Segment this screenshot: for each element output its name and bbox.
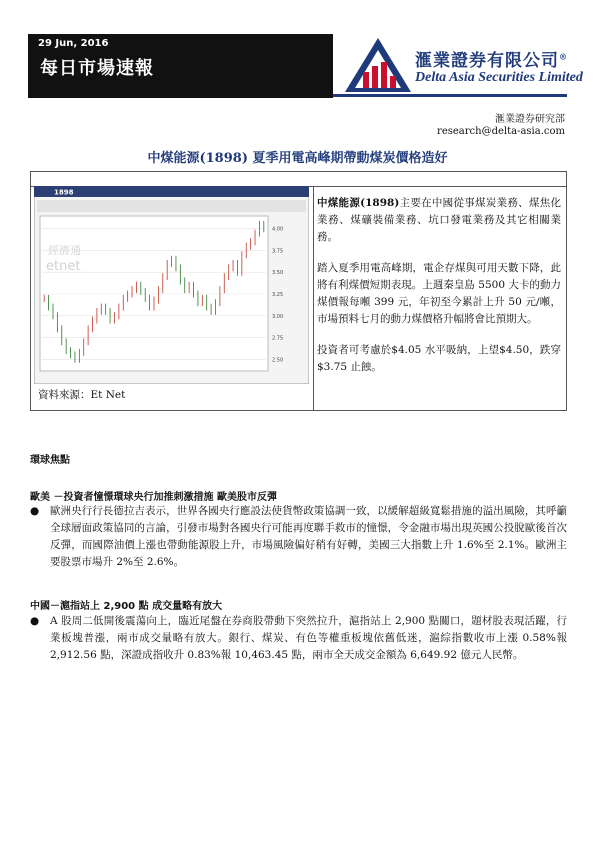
- y-tick-label: 3.50: [272, 270, 284, 277]
- china-heading: 中國－滬指站上 2,900 點 成交量略有放大: [30, 601, 223, 612]
- y-tick-label: 3.75: [272, 248, 284, 255]
- bullet-icon: ●: [30, 505, 40, 517]
- chart-info-bar: [37, 200, 306, 212]
- frame-divider-vertical: [313, 186, 314, 410]
- company-name-cn: 滙業證券有限公司®: [415, 51, 568, 71]
- watermark-en: etnet: [46, 259, 81, 274]
- research-dept: 滙業證券研究部: [495, 114, 565, 125]
- watermark-cn: 經濟通: [48, 244, 81, 257]
- stock-description: [317, 195, 561, 390]
- eu-us-bullet: [30, 503, 567, 571]
- plot-area: [40, 216, 268, 371]
- report-title: 每日市場速報: [40, 58, 154, 79]
- logo-underline: [333, 94, 567, 97]
- price-chart: [34, 186, 309, 384]
- stock-headline: 中煤能源(1898) 夏季用電高峰期帶動煤炭價格造好: [147, 151, 448, 166]
- y-tick-label: 3.25: [272, 292, 284, 298]
- company-logo: [333, 34, 583, 98]
- price-chart-svg: [34, 186, 309, 384]
- registered-mark: ®: [559, 51, 568, 62]
- recommendation-paragraph: 投資者可考慮於$4.05 水平吸納，上望$4.50，跌穿$3.75 止蝕。: [317, 344, 561, 373]
- market-paragraph: 踏入夏季用電高峰期，電企存煤與可用天數下降，此將有利煤價短期表現。上週秦皇島 5500 大卡的動力煤價報每噸 399 元，年初至今累計上升 50 元/噸，市場預料七月的動力煤價格升幅將會比預期大。: [317, 262, 561, 325]
- chart-code-label: 1898: [54, 188, 74, 197]
- company-profile-paragraph: 中煤能源(1898)主要在中國從事煤炭業務、煤焦化業務、煤礦裝備業務、坑口發電業務及其它相關業務。: [317, 197, 561, 243]
- china-text: A 股周二低開後震蕩向上，臨近尾盤在券商股帶動下突然拉升，滬指站上 2,900 點關口，題材股表現活躍，行業板塊普漲，兩市成交量略有放大。銀行、煤炭、有色等權重板塊依舊低迷，滬綜指數收市上漲 0.58%報 2,912.56 點，深證成指收升 0.83%報 10,463.45 點，兩市全天成交金額為 6,649.92 億元人民幣。: [50, 615, 567, 661]
- company-name-en: Delta Asia Securities Limited: [415, 70, 583, 85]
- y-tick-label: 4.00: [272, 226, 284, 233]
- contact-block: [437, 114, 565, 138]
- global-focus-heading: 環球焦點: [30, 455, 70, 466]
- stock-name-bold: 中煤能源(1898): [317, 197, 400, 209]
- eu-us-text: 歐洲央行行長德拉吉表示，世界各國央行應設法使貨幣政策協調一致，以緩解超級寬鬆措施的溢出風險，其呼籲全球層面政策協同的言論，引發市場對各國央行可能再度聯手救市的憧憬，令金融市場出現英國公投脫歐後首次反彈，而國際油價上漲也帶動能源股上升，市場風險偏好稍有好轉，美國三大指數上升 1.6%至 2.1%。歐洲主要股票市場升 2%至 2.6%。: [50, 505, 567, 568]
- eu-us-heading: 歐美 －投資者憧憬環球央行加推刺激措施 歐美股市反彈: [30, 492, 277, 503]
- report-date: 29 Jun, 2016: [38, 38, 109, 49]
- y-tick-label: 2.75: [272, 335, 284, 342]
- chart-toolbar: [34, 186, 309, 197]
- china-bullet: [30, 613, 567, 664]
- logo-emblem-icon: [343, 36, 413, 94]
- y-tick-label: 3.00: [272, 313, 284, 320]
- chart-source: 資料來源：Et Net: [38, 389, 126, 401]
- header-banner: [28, 34, 333, 98]
- y-tick-label: 2.50: [272, 357, 284, 364]
- research-email: research@delta-asia.com: [437, 126, 565, 137]
- bullet-icon: ●: [30, 615, 40, 627]
